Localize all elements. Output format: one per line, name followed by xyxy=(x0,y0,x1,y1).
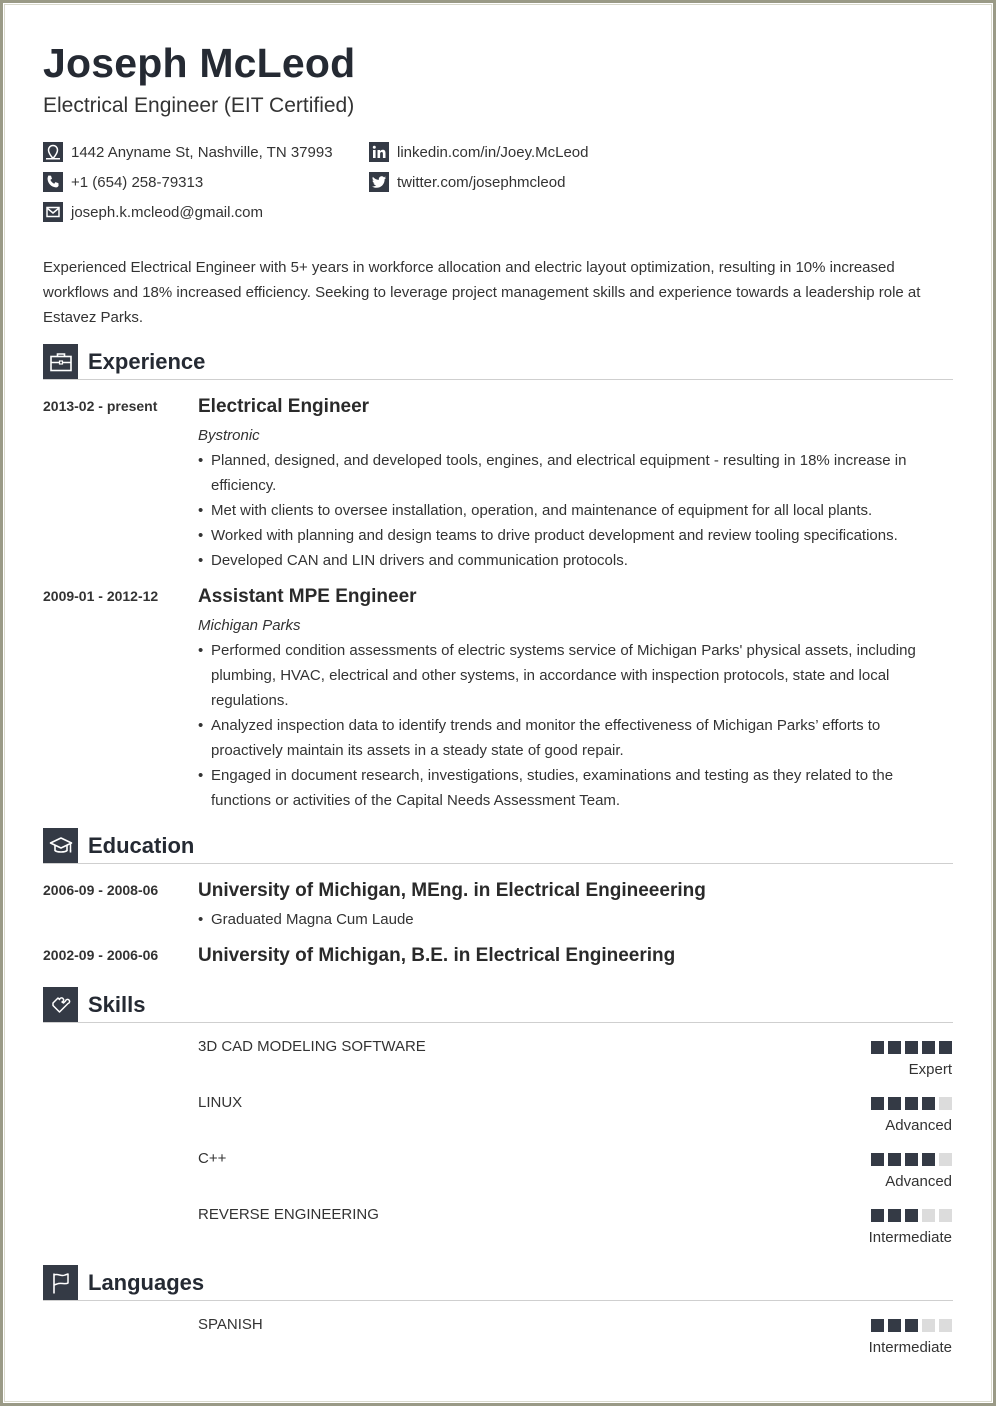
languages-heading: Languages xyxy=(88,1270,205,1295)
linkedin-text: linkedin.com/in/Joey.McLeod xyxy=(397,143,589,161)
education-section-header xyxy=(43,828,953,864)
education-heading: Education xyxy=(88,833,195,858)
skill-name: C++ xyxy=(198,1150,227,1167)
twitter-text: twitter.com/josephmcleod xyxy=(397,173,566,191)
graduation-cap-icon xyxy=(43,828,78,863)
email-envelope-icon xyxy=(43,202,63,222)
rating-square-empty xyxy=(939,1097,952,1110)
puzzle-piece-icon xyxy=(43,987,78,1022)
language-level: Intermediate xyxy=(868,1339,952,1356)
skill-rating xyxy=(871,1153,952,1166)
rating-square-empty xyxy=(939,1209,952,1222)
rating-square-filled xyxy=(888,1097,901,1110)
rating-square-filled xyxy=(905,1153,918,1166)
education-bullet: • Graduated Magna Cum Laude xyxy=(198,907,928,932)
rating-square-filled xyxy=(922,1041,935,1054)
rating-square-empty xyxy=(922,1209,935,1222)
job-bullet: • Analyzed inspection data to identify trends and monitor the effectiveness of Michigan Parks’ efforts to proactively maintain its assets in a steady state of good repair. xyxy=(198,713,928,763)
education-bullet-list xyxy=(198,907,928,932)
address-text: 1442 Anyname St, Nashville, TN 37993 xyxy=(71,143,333,161)
rating-square-filled xyxy=(939,1041,952,1054)
skills-section-header xyxy=(43,987,953,1023)
rating-square-filled xyxy=(905,1319,918,1332)
skill-name: LINUX xyxy=(198,1094,243,1111)
job-dates: 2009-01 - 2012-12 xyxy=(43,588,159,604)
location-pin-icon xyxy=(43,142,63,162)
skill-level: Intermediate xyxy=(868,1229,952,1246)
job-bullet: • Engaged in document research, investigations, studies, examinations and testing as they related to the functions or activities of the Capital Needs Assessment Team. xyxy=(198,763,928,813)
rating-square-filled xyxy=(922,1153,935,1166)
rating-square-filled xyxy=(871,1097,884,1110)
job-bullet-list xyxy=(198,448,928,573)
rating-square-filled xyxy=(888,1041,901,1054)
language-name: SPANISH xyxy=(198,1316,263,1333)
job-bullet: • Planned, designed, and developed tools, engines, and electrical equipment - resulting in 18% increase in efficiency. xyxy=(198,448,928,498)
email-text: joseph.k.mcleod@gmail.com xyxy=(71,203,263,221)
skill-rating xyxy=(871,1097,952,1110)
phone-icon xyxy=(43,172,63,192)
job-bullet: • Worked with planning and design teams to drive product development and review tooling specifications. xyxy=(198,523,928,548)
rating-square-filled xyxy=(888,1153,901,1166)
contact-linkedin xyxy=(369,142,588,162)
language-rating xyxy=(871,1319,952,1332)
job-title: Assistant MPE Engineer xyxy=(198,586,417,607)
skill-name: 3D CAD MODELING SOFTWARE xyxy=(198,1038,426,1055)
rating-square-filled xyxy=(871,1319,884,1332)
rating-square-filled xyxy=(871,1209,884,1222)
rating-square-filled xyxy=(905,1097,918,1110)
job-company: Michigan Parks xyxy=(198,617,301,634)
job-dates: 2013-02 - present xyxy=(43,398,158,414)
job-bullet: • Performed condition assessments of electric systems service of Michigan Parks' physical assets, including plumbing, HVAC, electrical and other systems, in accordance with inspection protocols, state and local regulations. xyxy=(198,638,928,713)
twitter-bird-icon xyxy=(369,172,389,192)
rating-square-filled xyxy=(888,1209,901,1222)
job-bullet: • Met with clients to oversee installation, operation, and maintenance of equipment for all local plants. xyxy=(198,498,928,523)
degree-title: University of Michigan, B.E. in Electrical Engineering xyxy=(198,945,676,966)
skills-heading: Skills xyxy=(88,992,146,1017)
job-headline: Electrical Engineer (EIT Certified) xyxy=(43,94,355,117)
rating-square-empty xyxy=(939,1319,952,1332)
job-bullet: • Developed CAN and LIN drivers and communication protocols. xyxy=(198,548,928,573)
flag-icon xyxy=(43,1265,78,1300)
rating-square-empty xyxy=(939,1153,952,1166)
phone-text: +1 (654) 258-79313 xyxy=(71,173,204,191)
candidate-name: Joseph McLeod xyxy=(43,40,356,86)
skill-rating xyxy=(871,1041,952,1054)
briefcase-icon xyxy=(43,344,78,379)
rating-square-empty xyxy=(922,1319,935,1332)
skill-rating xyxy=(871,1209,952,1222)
linkedin-icon xyxy=(369,142,389,162)
skill-level: Expert xyxy=(908,1061,952,1078)
rating-square-filled xyxy=(905,1209,918,1222)
skill-level: Advanced xyxy=(885,1173,952,1190)
skill-level: Advanced xyxy=(885,1117,952,1134)
rating-square-filled xyxy=(871,1041,884,1054)
experience-heading: Experience xyxy=(88,349,206,374)
job-title: Electrical Engineer xyxy=(198,396,370,417)
rating-square-filled xyxy=(922,1097,935,1110)
job-bullet-list xyxy=(198,638,928,813)
professional-summary: Experienced Electrical Engineer with 5+ years in workforce allocation and electric layout optimization, resulting in 10% increased workflows and 18% increased efficiency. Seeking to leverage project management skills and experience towards a leadership role at Estavez Parks. xyxy=(43,259,921,326)
rating-square-filled xyxy=(905,1041,918,1054)
rating-square-filled xyxy=(871,1153,884,1166)
contact-address xyxy=(43,142,333,162)
degree-title: University of Michigan, MEng. in Electrical Engineeering xyxy=(198,880,706,901)
education-dates: 2002-09 - 2006-06 xyxy=(43,947,159,963)
skill-name: REVERSE ENGINEERING xyxy=(198,1206,379,1223)
languages-section-header xyxy=(43,1265,953,1301)
job-company: Bystronic xyxy=(198,427,260,444)
contact-twitter xyxy=(369,172,565,192)
rating-square-filled xyxy=(888,1319,901,1332)
contact-phone xyxy=(43,172,203,192)
experience-section-header xyxy=(43,344,953,380)
contact-email xyxy=(43,202,263,222)
education-dates: 2006-09 - 2008-06 xyxy=(43,882,159,898)
